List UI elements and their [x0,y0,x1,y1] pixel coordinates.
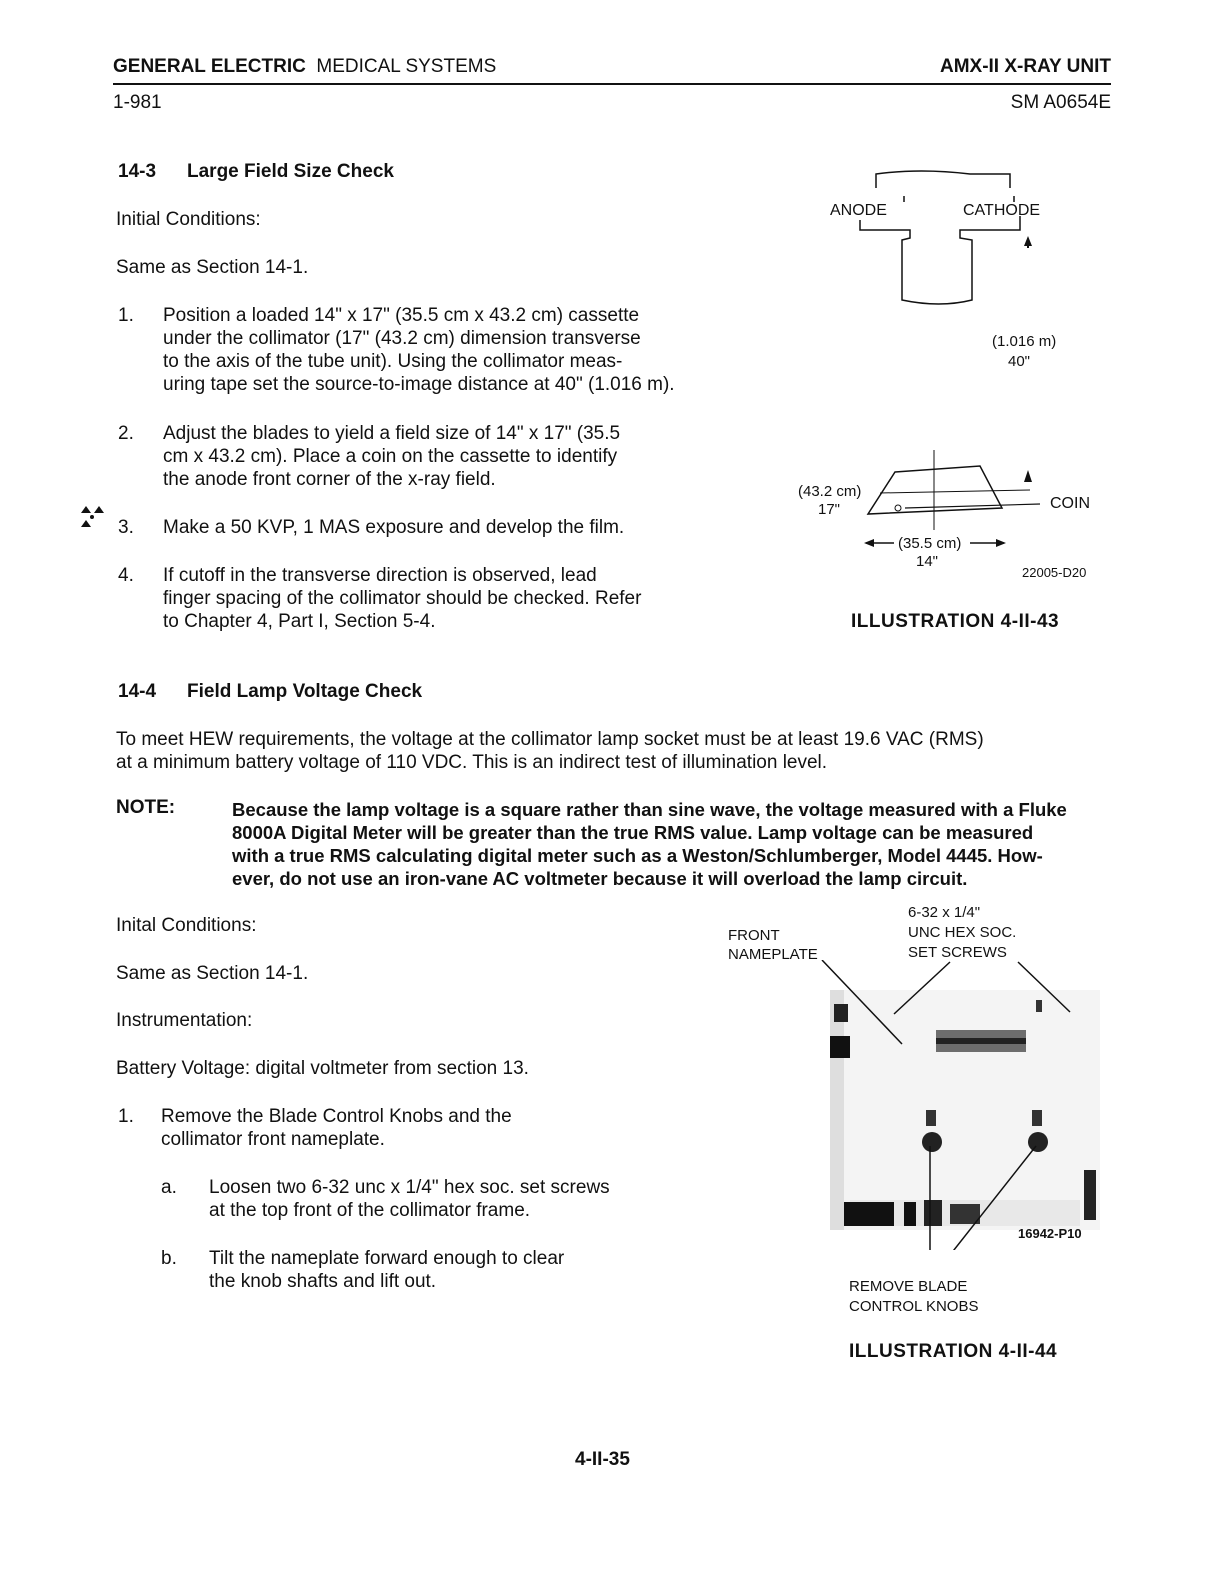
text-line: Position a loaded 14" x 17" (35.5 cm x 43.2 cm) cassette [163,305,640,326]
header-product: AMX-II X-RAY UNIT [939,56,1111,77]
text-line: To meet HEW requirements, the voltage at the collimator lamp socket must be at least 19.6 VAC (RMS) [116,729,984,750]
text-line: REMOVE BLADE [849,1278,968,1295]
initial-conditions-label: Initial Conditions: [116,209,261,230]
text-line: NAMEPLATE [728,946,818,963]
header-division: MEDICAL SYSTEMS [316,56,497,77]
radiation-warning-icon [78,500,118,534]
text-line: the anode front corner of the x-ray field. [163,469,496,490]
section-14-4-title: Field Lamp Voltage Check [187,681,423,702]
illustration-44-code: 16942-P10 [1018,1226,1082,1241]
text-line: Loosen two 6-32 unc x 1/4" hex soc. set screws [209,1177,610,1198]
step-1-text [161,1105,661,1151]
coin-icon [895,505,901,511]
header-rule [113,83,1111,85]
note-label: NOTE: [116,797,176,818]
coin-pointer [905,504,1040,508]
step-2-text [163,422,723,491]
photo-background [830,990,1100,1230]
section-14-4-intro [116,728,1116,774]
text-line: If cutoff in the transverse direction is observed, lead [163,565,597,586]
header-manual-number: SM A0654E [1010,92,1111,113]
step-number: 1. [118,305,134,326]
text-line: cm x 43.2 cm). Place a coin on the cassette to identify [163,446,618,467]
text-line: finger spacing of the collimator should be checked. Refer [163,588,642,609]
battery-voltage-text: Battery Voltage: digital voltmeter from section 13. [116,1058,529,1079]
dimension-14-inch-label: 14" [916,553,939,570]
same-as-section: Same as Section 14-1. [116,963,309,984]
step-number: 1. [118,1106,134,1127]
distance-metric-label: (1.016 m) [992,333,1057,350]
illustration-43-caption: ILLUSTRATION 4-II-43 [851,611,1060,632]
collimator-outline [860,216,1020,304]
illustration-44-caption: ILLUSTRATION 4-II-44 [849,1341,1058,1362]
text-line: UNC HEX SOC. [908,924,1017,941]
step-number: 2. [118,423,134,444]
text-line: CONTROL KNOBS [849,1298,979,1315]
text-line: with a true RMS calculating digital meter such as a Weston/Schlumberger, Model 4445. How- [232,845,1043,866]
anode-label: ANODE [830,202,887,219]
substep-letter: a. [161,1177,177,1198]
step-1-text [163,304,763,396]
text-line: SET SCREWS [908,944,1007,961]
section-14-3-title: Large Field Size Check [187,161,394,182]
text-line: the knob shafts and lift out. [209,1271,437,1292]
text-line: at a minimum battery voltage of 110 VDC. This is an indirect test of illumination level. [116,752,828,773]
remove-knobs-label [849,1277,978,1317]
text-line: collimator front nameplate. [161,1129,385,1150]
blade-knob-icon [922,1132,942,1152]
substep-b-text [209,1247,679,1293]
blade-knob-icon [1028,1132,1048,1152]
text-line: Make a 50 KVP, 1 MAS exposure and develop the film. [163,517,625,538]
distance-inch-label: 40" [1008,353,1031,370]
set-screws-label [908,903,1016,963]
header-date-code: 1-981 [113,92,162,113]
text-line: 6-32 x 1/4" [908,904,981,921]
step-number: 4. [118,565,134,586]
cathode-label: CATHODE [963,202,1041,219]
collimator-photo [800,960,1110,1250]
text-line: to Chapter 4, Part I, Section 5-4. [163,611,436,632]
substep-letter: b. [161,1248,177,1269]
dimension-17-inch-label: 17" [818,501,841,518]
text-line: FRONT [728,927,780,944]
text-line: uring tape set the source-to-image distance at 40" (1.016 m). [163,374,675,395]
text-line: at the top front of the collimator frame. [209,1200,531,1221]
section-14-3-number: 14-3 [118,161,157,182]
text-line: ever, do not use an iron-vane AC voltmeter because it will overload the lamp circuit. [232,868,968,889]
initial-conditions-label: Inital Conditions: [116,915,257,936]
step-number: 3. [118,517,134,538]
illustration-43-code: 22005-D20 [1022,565,1087,580]
header-company: GENERAL ELECTRIC [113,56,306,77]
same-as-section: Same as Section 14-1. [116,257,309,278]
text-line: to the axis of the tube unit). Using the collimator meas- [163,351,623,372]
header-company-line [113,56,496,78]
step-3-text [163,516,723,539]
instrumentation-label: Instrumentation: [116,1010,253,1031]
section-14-4-number: 14-4 [118,681,157,702]
note-text [232,798,1112,890]
text-line: Because the lamp voltage is a square rather than sine wave, the voltage measured with a Fluke [232,799,1067,820]
coin-label: COIN [1050,495,1090,512]
step-4-text [163,564,723,633]
text-line: Remove the Blade Control Knobs and the [161,1106,512,1127]
page-number: 4-II-35 [575,1449,630,1470]
tube-housing-top [876,171,1010,188]
text-line: Tilt the nameplate forward enough to clear [209,1248,565,1269]
illustration-4-ii-43-diagram [780,160,1120,590]
dimension-14-metric-label: (35.5 cm) [898,535,962,552]
front-nameplate-label [728,926,818,964]
substep-a-text [209,1176,679,1222]
dimension-17-metric-label: (43.2 cm) [798,483,862,500]
text-line: 8000A Digital Meter will be greater than the true RMS value. Lamp voltage can be measured [232,822,1034,843]
text-line: under the collimator (17" (43.2 cm) dimension transverse [163,328,641,349]
text-line: Adjust the blades to yield a field size of 14" x 17" (35.5 [163,423,621,444]
